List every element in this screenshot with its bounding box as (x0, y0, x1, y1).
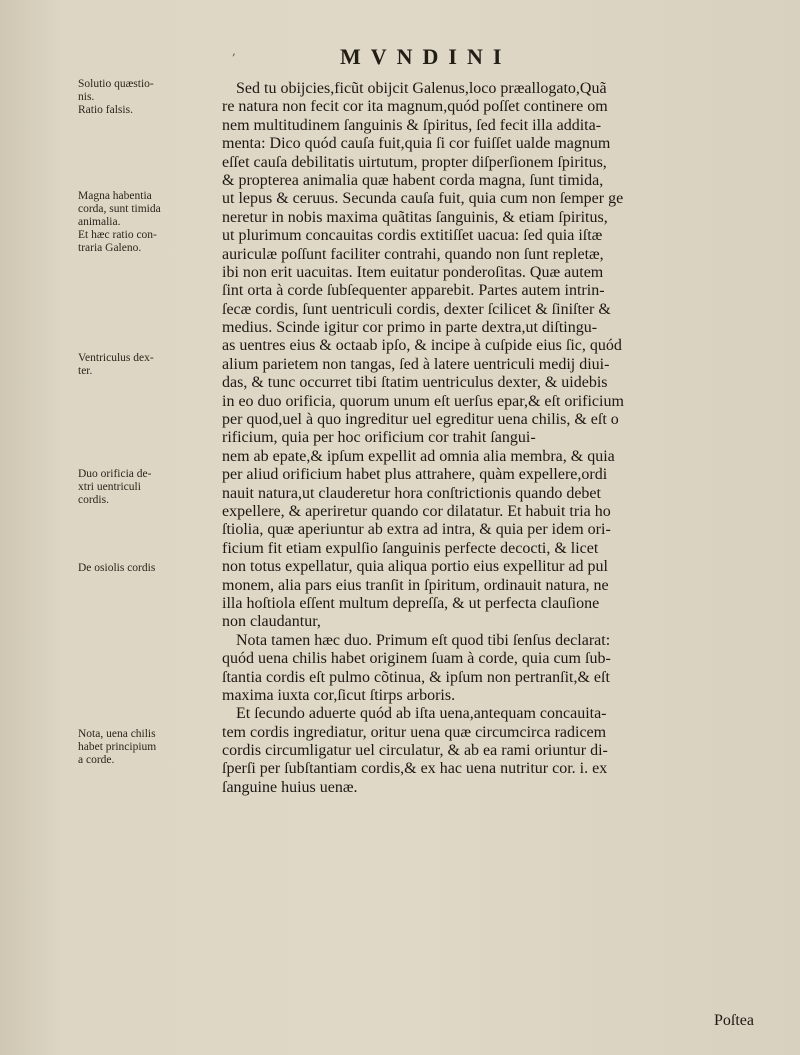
text-line: auriculæ poſſunt faciliter contrahi, quando non ſunt repletæ, (222, 245, 604, 263)
text-line: in eo duo orificia, quorum unum eſt uerſus epar,& eſt orificium (222, 392, 624, 410)
text-line: medius. Scinde igitur cor primo in parte dextra,ut diſtingu- (222, 319, 598, 337)
text-line: ficium fit etiam expulſio ſanguinis perfecte decocti, & licet (222, 539, 599, 557)
text-line: ſint orta à corde ſubſequenter apparebit. Partes autem intrin- (222, 282, 605, 300)
margin-note: De osiolis cordis (78, 562, 156, 574)
margin-note: Magna habentia corda, sunt timida animalia. Et hæc ratio con- traria Galeno. (78, 190, 161, 254)
text-line: Et ſecundo aduerte quód ab iſta uena,antequam concauita- (236, 705, 607, 723)
text-line: expellere, & aperiretur quando cor dilatatur. Et habuit tria ho (222, 502, 611, 520)
text-line: cordis circumligatur uel circulatur, & ab ea rami oriuntur di- (222, 742, 608, 760)
folio-mark: , (232, 44, 236, 58)
text-line: das, & tunc occurret tibi ſtatim uentriculus dexter, & uidebis (222, 374, 608, 392)
text-line: non totus expellatur, quia aliqua portio eius expellitur ad pul (222, 558, 608, 576)
text-line: neretur in nobis maxima quãtitas ſanguinis, & etiam ſpiritus, (222, 208, 608, 226)
text-line: ſtantia cordis eſt pulmo cõtinua, & ipſum non pertranſit,& eſt (222, 668, 610, 686)
text-line: nem ab epate,& ipſum expellit ad omnia alia membra, & quia (222, 447, 615, 465)
catchword: Poſtea (714, 1012, 754, 1029)
text-line: & propterea animalia quæ habent corda magna, ſunt timida, (222, 171, 604, 189)
text-line: nem multitudinem ſanguinis & ſpiritus, ſed fecit illa addita- (222, 116, 602, 134)
text-line: non claudantur, (222, 613, 321, 631)
text-line: menta: Dico quód cauſa fuit,quia ſi cor fuiſſet ualde magnum (222, 135, 611, 153)
text-line: Sed tu obijcies,ficũt obijcit Galenus,loco præallogato,Quã (236, 80, 607, 97)
text-line: per aliud orificium habet plus attrahere, quàm expellere,ordi (222, 466, 608, 484)
text-line: Nota tamen hæc duo. Primum eſt quod tibi ſenſus declarat: (236, 631, 611, 649)
main-text-block (222, 80, 762, 797)
text-line: rificium, quia per hoc orificium cor trahit ſangui- (222, 429, 536, 447)
text-line: ſperſi per ſubſtantiam cordis,& ex hac uena nutritur cor. i. ex (222, 760, 608, 778)
text-line: as uentres eius & octaab ipſo, & incipe à cuſpide eius ſic, quód (222, 337, 622, 355)
text-line: ſanguine huius uenæ. (222, 778, 358, 796)
margin-note: Duo orificia de- xtri uentriculi cordis. (78, 468, 152, 506)
text-line: re natura non fecit cor ita magnum,quód poſſet continere om (222, 98, 608, 116)
text-line: maxima iuxta cor,ſicut ſtirps arboris. (222, 686, 456, 704)
text-line: ut plurimum concauitas cordis extitiſſet uacua: ſed quia iſtæ (222, 227, 603, 245)
text-line: ibi non erit uacuitas. Item euitatur ponderoſitas. Quæ autem (222, 263, 604, 281)
text-line: ſecæ cordis, ſunt uentriculi cordis, dexter ſcilicet & ſiniſter & (222, 300, 611, 318)
running-title: MVNDINI (340, 44, 512, 69)
text-line: ut lepus & ceruus. Secunda cauſa fuit, quia cum non ſemper ge (222, 190, 624, 208)
text-line: alium parietem non tangas, ſed à latere uentriculi medij diui- (222, 355, 610, 373)
text-line: eſſet cauſa debilitatis uirtutum, propter diſperſionem ſpiritus, (222, 153, 607, 171)
text-line: ſtiolia, quæ aperiuntur ab extra ad intra, & quia per idem ori- (222, 521, 611, 539)
text-line: illa hoſtiola eſſent multum depreſſa, & ut perfecta clauſione (222, 594, 600, 612)
text-line: monem, alia pars eius tranſit in ſpiritum, ordinauit natura, ne (222, 576, 609, 594)
text-line: tem cordis ingrediatur, oritur uena quæ circumcirca radicem (222, 723, 607, 741)
margin-note: Solutio quæstio- nis. Ratio falsis. (78, 78, 154, 116)
margin-note: Ventriculus dex- ter. (78, 352, 154, 377)
text-line: quód uena chilis habet originem ſuam à corde, quia cum ſub- (222, 650, 611, 668)
text-line: per quod,uel à quo ingreditur uel egreditur uena chilis, & eſt o (222, 411, 619, 429)
text-line: nauit natura,ut clauderetur hora conſtrictionis quando debet (222, 484, 601, 502)
margin-note: Nota, uena chilis habet principium a corde. (78, 728, 157, 766)
